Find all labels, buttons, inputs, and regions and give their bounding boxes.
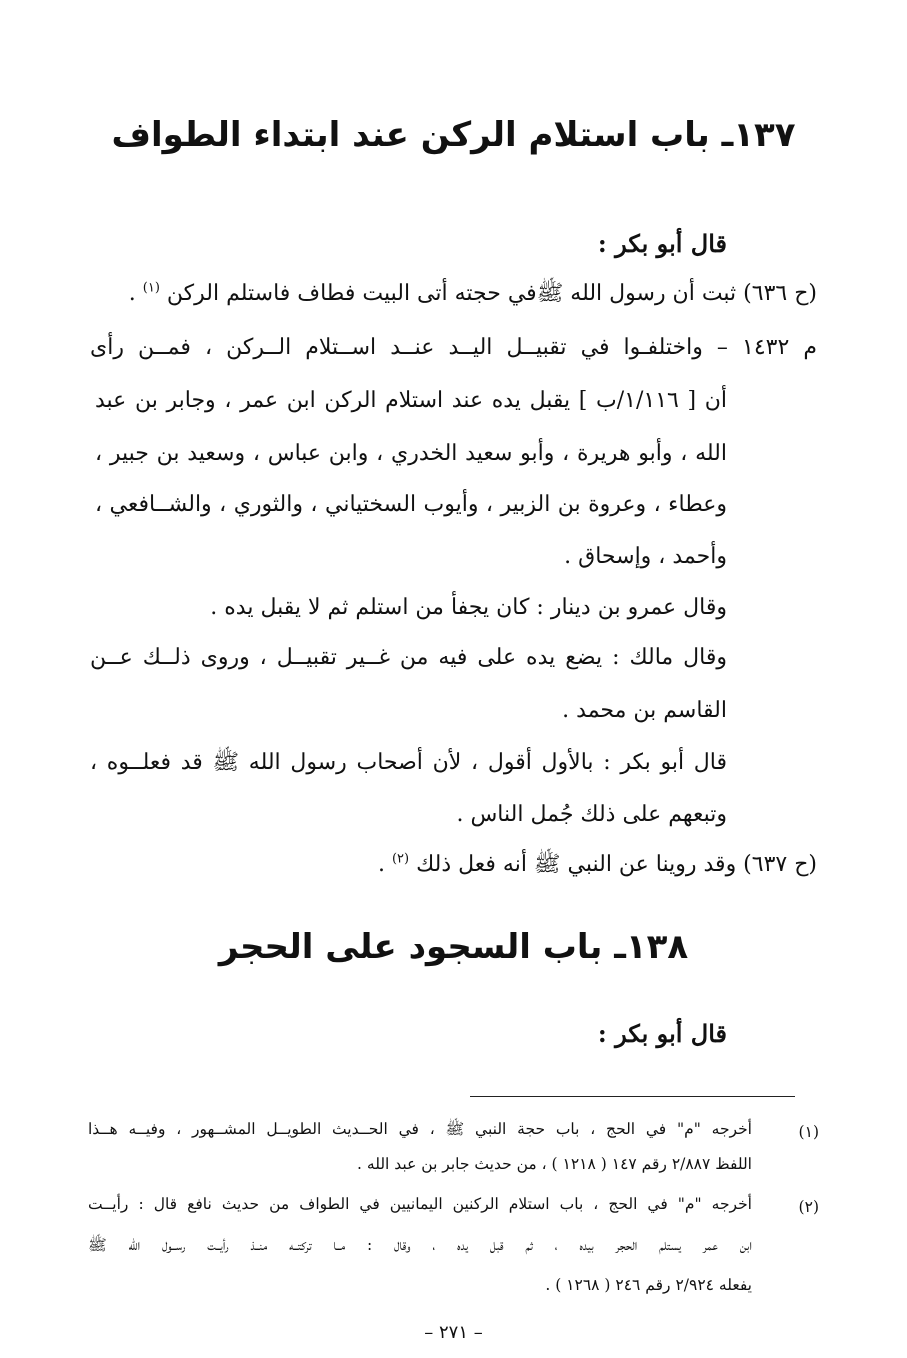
paragraph-line: أن [ ١/١١٦/ب ] يقبل يده عند استلام الركن ابن عمر ، وجابر بن عبد — [95, 388, 728, 413]
hadith-637-line — [377, 851, 817, 877]
hadith-637-text: (ح ٦٣٧) وقد روينا عن النبي ﷺ أنه فعل ذلك — [416, 852, 817, 877]
malik-line: وقال مالك : يضع يده على فيه من غــير تقبيــل ، وروى ذلــك عــن — [90, 645, 727, 670]
footnote-2-line: أخرجه "م" في الحج ، باب استلام الركنين اليمانيين في الطواف من حديث نافع قال : رأيــت — [88, 1195, 752, 1213]
footnote-1-line: أخرجه "م" في الحج ، باب حجة النبي ﷺ ، في الحــديث الطويــل المشــهور ، وفيــه هــذا — [88, 1120, 752, 1138]
chapter-138-title: ١٣٨ـ باب السجود على الحجر — [218, 927, 689, 967]
hadith-636-text: (ح ٦٣٦) ثبت أن رسول الله ﷺفي حجته أتى البيت فطاف فاستلم الركن — [166, 281, 817, 306]
page-number: – ٢٧١ – — [424, 1322, 483, 1343]
hadith-637-end: . — [377, 852, 385, 877]
footnote-1-line: اللفظ ٢/٨٨٧ رقم ١٤٧ ( ١٢١٨ ) ، من حديث جابر بن عبد الله . — [357, 1155, 752, 1173]
footnote-separator — [470, 1096, 795, 1097]
amr-ibn-dinar-line: وقال عمرو بن دينار : كان يجفأ من استلم ثم لا يقبل يده . — [210, 595, 727, 620]
speaker-line: قال أبو بكر : — [597, 229, 727, 258]
footnote-2-line: يفعله ٢/٩٢٤ رقم ٢٤٦ ( ١٢٦٨ ) . — [545, 1276, 752, 1294]
paragraph-line: وعطاء ، وعروة بن الزبير ، وأيوب السختياني ، والثوري ، والشــافعي ، — [95, 492, 727, 517]
footnote-ref-1[interactable]: (١) — [142, 280, 160, 296]
paragraph-line: الله ، وأبو هريرة ، وأبو سعيد الخدري ، وابن عباس ، وسعيد بن جبير ، — [95, 441, 727, 466]
chapter-137-title: ١٣٧ـ باب استلام الركن عند ابتداء الطواف — [111, 115, 796, 155]
footnote-1-number: (١) — [798, 1123, 819, 1141]
paragraph-line: وتبعهم على ذلك جُمل الناس . — [456, 802, 727, 827]
footnote-ref-2[interactable]: (٢) — [391, 851, 410, 867]
speaker-line: قال أبو بكر : — [597, 1019, 727, 1048]
paragraph-line: وأحمد ، وإسحاق . — [564, 544, 727, 569]
issue-1432-line: م ١٤٣٢ – واختلفـوا في تقبيــل اليــد عنــد اســتلام الــركن ، فمــن رأى — [90, 335, 817, 360]
hadith-636-end: . — [128, 281, 136, 306]
paragraph-line: القاسم بن محمد . — [562, 698, 727, 723]
footnote-2-line: ابن عمر يستلم الحجر بيده ، ثم قبل يده ، وقال : مــا تركتــه منــذ رأيــت رســول الله ﷺ — [88, 1236, 752, 1254]
abu-bakr-opinion-line: قال أبو بكر : بالأول أقول ، لأن أصحاب رسول الله ﷺ قد فعلــوه ، — [90, 750, 727, 775]
footnote-2-number: (٢) — [798, 1198, 819, 1216]
hadith-636-line — [128, 280, 817, 306]
